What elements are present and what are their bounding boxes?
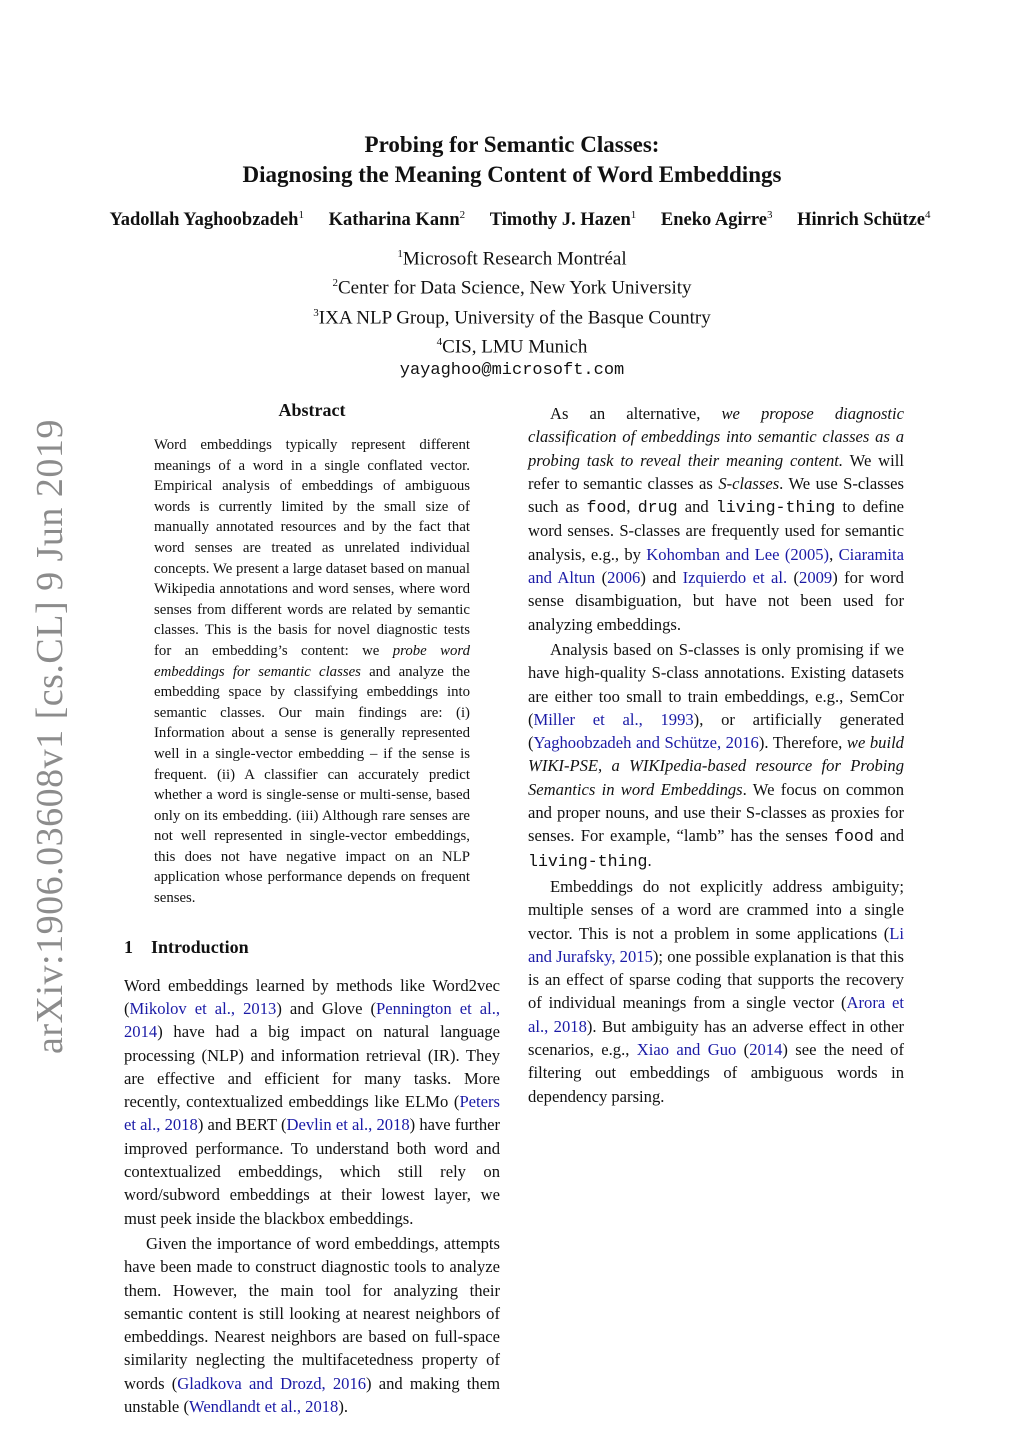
affiliation: $^4$CIS, LMU Munich: [436, 335, 588, 358]
right-column: [528, 400, 904, 1108]
citation-link[interactable]: 2006: [607, 568, 641, 588]
text-run: ,: [829, 544, 839, 564]
title-line-1: Probing for Semantic Classes:: [364, 132, 660, 157]
code-term: drug: [637, 498, 678, 518]
text-run: (: [736, 1040, 750, 1060]
text-run: ) and Glove (: [276, 998, 377, 1018]
citation-link[interactable]: Ciaramita and Altun: [528, 544, 905, 588]
text-run: ,: [626, 497, 638, 517]
left-column: [124, 400, 500, 1418]
citation-link[interactable]: Izquierdo et al.: [682, 568, 788, 588]
text-run: (: [787, 568, 800, 588]
text-run: ) have had a big impact on natural language processing (NLP) and information retrieval (IR). They are effective and efficient for many tasks. More recently, contextualized embeddings like ELMo (: [124, 1022, 500, 1112]
contact-email[interactable]: yayaghoo@microsoft.com: [399, 361, 625, 381]
citation-link[interactable]: Gladkova and Drozd, 2016: [177, 1373, 367, 1393]
abstract-text: Word embeddings typically represent different meanings of a word in a single conflated vector. Empirical analysis of embeddings of ambiguous words is currently limited by the small size of manually annotated resources and by the fact that word senses are treated as unrelated individual concepts. We present a large dataset based on manual Wikipedia annotations and word senses, where word senses from different words are related by semantic classes. This is the basis for novel diagnostic tests for an embedding’s content: we probe word embeddings for semantic classes and analyze the embedding space by classifying embeddings into semantic classes. Our main findings are: (i) Information about a sense is generally represented well in a single-vector embedding – if the sense is frequent. (ii) A classifier can accurately predict whether a word is single-sense or multi-sense, based only on its embedding. (iii) Although rare senses are not well represented in single-vector embeddings, this does not have negative impact on an NLP application whose performance depends on frequent senses.: [154, 437, 471, 907]
citation-link[interactable]: 2014: [749, 1040, 783, 1060]
citation-link[interactable]: Li and Jurafsky, 2015: [528, 923, 904, 966]
citation-link[interactable]: Devlin et al., 2018: [286, 1115, 410, 1135]
emphasis-text: we build WIKI-PSE, a WIKIpedia-based resource for Probing Semantics in word Embeddings: [528, 733, 904, 799]
text-run: ). Therefore,: [758, 733, 847, 753]
title-line-2: Diagnosing the Meaning Content of Word Embeddings: [242, 162, 782, 187]
author: Timothy J. Hazen$^1$: [489, 209, 637, 231]
text-run: ), or artificially generated (: [528, 709, 904, 753]
text-run: Word embeddings learned by methods like Word2vec (: [124, 975, 500, 1018]
code-term: food: [586, 498, 627, 518]
citation-link[interactable]: Mikolov et al., 2013: [129, 998, 277, 1018]
text-run: ) and making them unstable (: [124, 1373, 500, 1416]
section-heading-introduction: 1 Introduction: [124, 936, 249, 957]
intro-paragraph-2: [124, 1232, 500, 1418]
text-run: ).: [338, 1397, 349, 1416]
author: Katharina Kann$^2$: [328, 209, 466, 231]
abstract-heading: Abstract: [278, 400, 346, 420]
citation-link[interactable]: Kohomban and Lee (2005): [646, 544, 830, 564]
text-run: . We focus on common and proper nouns, and use their S-classes as proxies for senses. For example, “lamb” has the senses: [528, 779, 904, 846]
citation-link[interactable]: Yaghoobzadeh and Schütze, 2016: [533, 733, 759, 753]
affiliation: $^2$Center for Data Science, New York University: [332, 277, 692, 299]
affiliation: $^1$Microsoft Research Montréal: [397, 248, 627, 270]
text-run: ) for word sense disambiguation, but have not been used for analyzing embeddings.: [528, 568, 904, 634]
text-run: Analysis based on S-classes is only promising if we have high-quality S-class annotations. Existing datasets are either too small to train embeddings, e.g., SemCor (: [528, 639, 904, 729]
affiliation: $^3$IXA NLP Group, University of the Basque Country: [313, 306, 711, 328]
text-run: ). But ambiguity has an adverse effect in other scenarios, e.g.,: [528, 1016, 904, 1060]
text-run: Given the importance of word embeddings, attempts have been made to construct diagnostic tools to analyze them. However, the main tool for analyzing their semantic content is still looking at nearest neighbors of embeddings. Nearest neighbors are based on full-space similarity neglecting the multifacetedness property of words (: [124, 1233, 500, 1393]
citation-link[interactable]: Arora et al., 2018: [528, 993, 904, 1036]
text-run: ) and: [640, 568, 683, 588]
paper-title: [0, 130, 1024, 190]
intro-paragraph-3: [528, 402, 904, 636]
author: Hinrich Schütze$^4$: [797, 209, 931, 231]
citation-link[interactable]: Miller et al., 1993: [533, 709, 694, 729]
text-run: Embeddings do not explicitly address ambiguity; multiple senses of a word are crammed into a single vector. This is not a problem in some applications (: [528, 876, 904, 943]
code-term: living-thing: [715, 498, 836, 518]
author: Eneko Agirre$^3$: [660, 209, 773, 231]
text-run: and: [677, 497, 716, 517]
intro-paragraph-4: [528, 638, 904, 873]
text-run: We will refer to semantic classes as: [528, 450, 904, 493]
affiliation-block: [0, 242, 1024, 383]
text-run: . We use S-classes such as: [528, 473, 904, 517]
intro-paragraph-1: [124, 974, 500, 1230]
text-run: ) see the need of filtering out embeddings of ambiguous words in dependency parsing.: [528, 1040, 905, 1106]
text-run: to define word senses. S-classes are frequently used for semantic analysis, e.g., by: [528, 497, 904, 564]
text-run: ); one possible explanation is that this is an effect of sparse coding that supports the recovery of individual meanings from a single vector (: [528, 946, 904, 1013]
code-term: food: [834, 827, 874, 847]
text-run: .: [647, 850, 652, 870]
intro-paragraph-5: [528, 875, 904, 1108]
citation-link[interactable]: 2009: [799, 568, 833, 588]
author: Yadollah Yaghoobzadeh$^1$: [109, 209, 304, 231]
citation-link[interactable]: Xiao and Guo: [636, 1040, 737, 1060]
text-run: ) and BERT (: [197, 1115, 287, 1135]
citation-link[interactable]: Wendlandt et al., 2018: [188, 1397, 339, 1416]
code-term: living-thing: [528, 851, 648, 871]
citation-link[interactable]: Pennington et al., 2014: [124, 998, 501, 1042]
emphasis-text: we propose diagnostic classification of embeddings into semantic classes as a probing task to reveal their meaning content.: [528, 404, 904, 470]
arxiv-side-stamp: arXiv:1906.03608v1 [cs.CL] 9 Jun 2019: [29, 419, 71, 1054]
author-list: [40, 209, 1000, 231]
emphasis-text: S-classes: [718, 473, 780, 493]
text-run: (: [595, 568, 608, 588]
text-run: and: [873, 826, 904, 846]
text-run: ) have further improved performance. To understand both word and contextualized embeddings, which still rely on word/subword embeddings at their lowest layer, we must peek inside the blackbox embeddings.: [124, 1115, 501, 1228]
text-run: As an alternative,: [550, 404, 722, 423]
citation-link[interactable]: Peters et al., 2018: [124, 1092, 500, 1135]
